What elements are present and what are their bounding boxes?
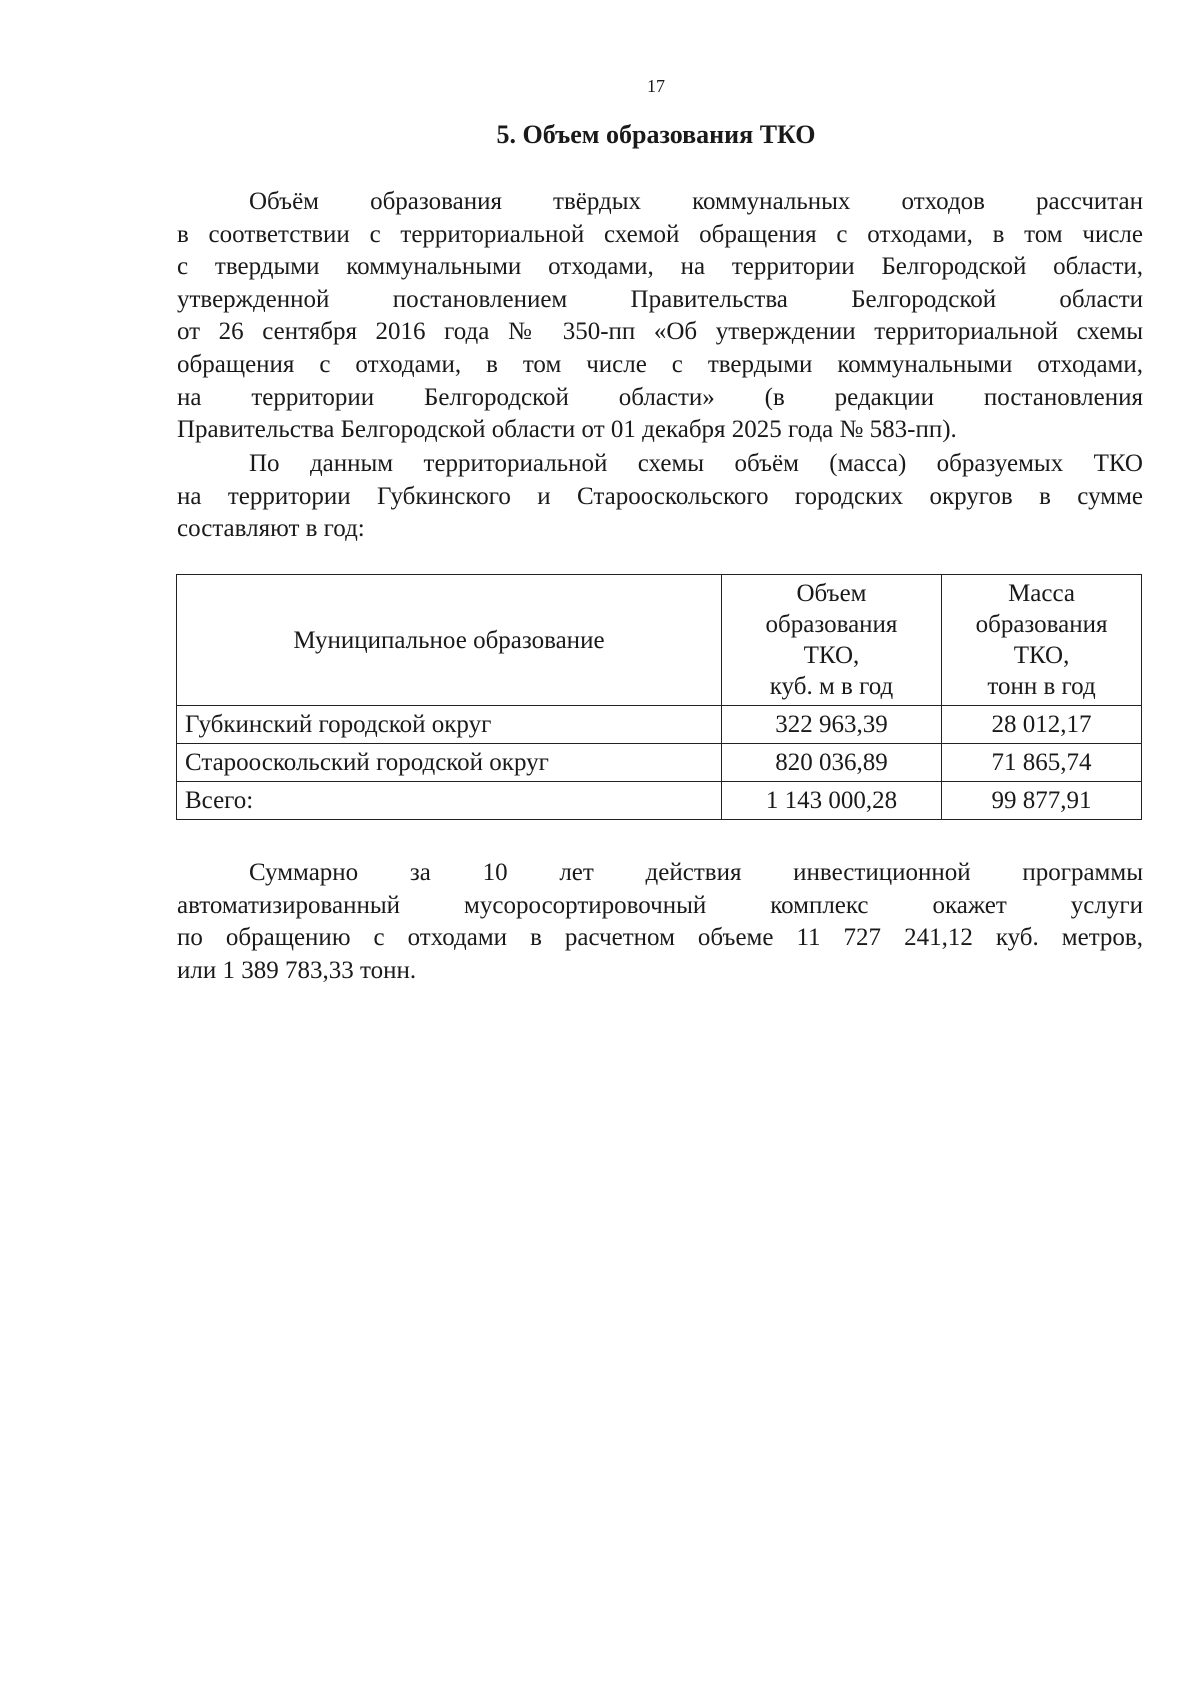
- paragraph-waste-volume-basis: [177, 186, 1143, 447]
- header-mass-line: тонн в год: [987, 673, 1096, 700]
- header-mass-line: Масса: [1008, 580, 1075, 607]
- table-row: [177, 706, 1142, 744]
- text-line: утвержденной постановлением Правительства Белгородской области: [177, 285, 1143, 313]
- header-volume-line: куб. м в год: [769, 673, 894, 700]
- text-line: по обращению с отходами в расчетном объеме 11 727 241,12 куб. метров,: [177, 924, 1143, 952]
- cell-total-label: Всего:: [177, 782, 722, 820]
- text-line: Правительства Белгородской области от 01 декабря 2025 года № 583-пп).: [177, 416, 957, 444]
- text-line: автоматизированный мусоросортировочный комплекс окажет услуги: [177, 891, 1143, 919]
- cell-volume: 820 036,89: [721, 744, 941, 782]
- header-mass-line: ТКО,: [1013, 642, 1070, 669]
- text-line: в соответствии с территориальной схемой обращения с отходами, в том числе: [177, 220, 1143, 248]
- text-line: По данным территориальной схемы объём (масса) образуемых ТКО: [249, 450, 1143, 477]
- section-title: 5. Объем образования ТКО: [496, 120, 816, 149]
- paragraph-investment-summary: [177, 857, 1143, 987]
- table-row: [177, 744, 1142, 782]
- table-header-row: [177, 575, 1142, 706]
- header-volume: [721, 575, 941, 706]
- header-volume-line: Объем: [796, 580, 867, 607]
- cell-volume: 322 963,39: [721, 706, 941, 744]
- waste-volume-table: [176, 574, 1142, 820]
- page-number: 17: [647, 76, 665, 96]
- header-mass-line: образования: [975, 611, 1108, 638]
- text-line: обращения с отходами, в том числе с твердыми коммунальными отходами,: [177, 350, 1143, 378]
- header-municipality: Муниципальное образование: [177, 575, 722, 706]
- paragraph-territorial-scheme: [177, 448, 1143, 546]
- text-line: или 1 389 783,33 тонн.: [177, 956, 417, 984]
- header-volume-line: образования: [765, 611, 898, 638]
- text-line: на территории Губкинского и Старооскольского городских округов в сумме: [177, 482, 1143, 510]
- header-volume-line: ТКО,: [803, 642, 860, 669]
- cell-mass: 71 865,74: [942, 744, 1142, 782]
- text-line: составляют в год:: [177, 515, 365, 543]
- cell-total-mass: 99 877,91: [942, 782, 1142, 820]
- text-line: на территории Белгородской области» (в редакции постановления: [177, 383, 1143, 411]
- text-line: с твердыми коммунальными отходами, на территории Белгородской области,: [177, 253, 1143, 281]
- cell-mass: 28 012,17: [942, 706, 1142, 744]
- text-line: Суммарно за 10 лет действия инвестиционной программы: [249, 859, 1143, 886]
- header-mass: [942, 575, 1142, 706]
- cell-total-volume: 1 143 000,28: [721, 782, 941, 820]
- text-line: Объём образования твёрдых коммунальных отходов рассчитан: [249, 188, 1143, 215]
- text-line: от 26 сентября 2016 года № 350-пп «Об утверждении территориальной схемы: [177, 318, 1143, 346]
- cell-municipality: Губкинский городской округ: [177, 706, 722, 744]
- cell-municipality: Старооскольский городской округ: [177, 744, 722, 782]
- table-row-total: [177, 782, 1142, 820]
